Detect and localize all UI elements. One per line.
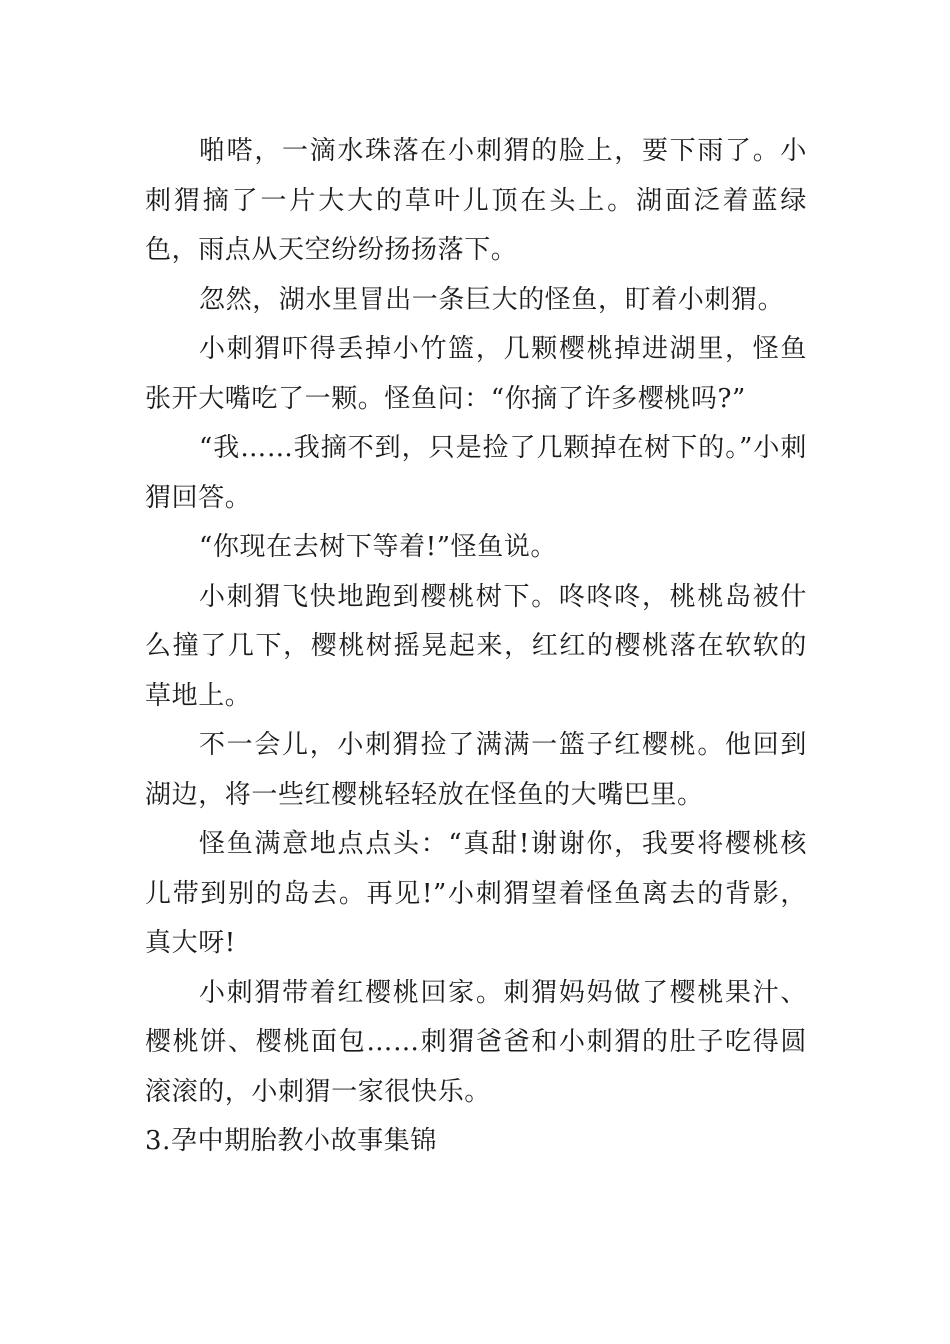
paragraph-5: “你现在去树下等着!”怪鱼说。 <box>199 532 558 562</box>
paragraph-1: 啪嗒，一滴水珠落在小刺猬的脸上，要下雨了。小刺猬摘了一片大大的草叶儿顶在头上。湖面泛着蓝绿色，雨点从天空纷纷扬扬落下。 <box>145 136 807 265</box>
paragraph-3: 小刺猬吓得丢掉小竹篮，几颗樱桃掉进湖里，怪鱼张开大嘴吃了一颗。怪鱼问：“你摘了许多樱桃吗?” <box>145 334 807 414</box>
paragraph-4: “我……我摘不到，只是捡了几颗掉在树下的。”小刺猬回答。 <box>145 433 807 513</box>
paragraph-9: 小刺猬带着红樱桃回家。刺猬妈妈做了樱桃果汁、樱桃饼、樱桃面包……刺猬爸爸和小刺猬的肚子吃得圆滚滚的，小刺猬一家很快乐。 <box>145 977 807 1107</box>
section-heading: 3.孕中期胎教小故事集锦 <box>145 1126 438 1156</box>
paragraph-7: 不一会儿，小刺猬捡了满满一篮子红樱桃。他回到湖边，将一些红樱桃轻轻放在怪鱼的大嘴巴里。 <box>145 730 807 810</box>
document-body <box>145 127 807 1167</box>
paragraph-8: 怪鱼满意地点点头：“真甜!谢谢你，我要将樱桃核儿带到别的岛去。再见!”小刺猬望着怪鱼离去的背影，真大呀! <box>145 829 807 958</box>
paragraph-6: 小刺猬飞快地跑到樱桃树下。咚咚咚，桃桃岛被什么撞了几下，樱桃树摇晃起来，红红的樱桃落在软软的草地上。 <box>145 581 807 711</box>
paragraph-2: 忽然，湖水里冒出一条巨大的怪鱼，盯着小刺猬。 <box>199 284 785 315</box>
